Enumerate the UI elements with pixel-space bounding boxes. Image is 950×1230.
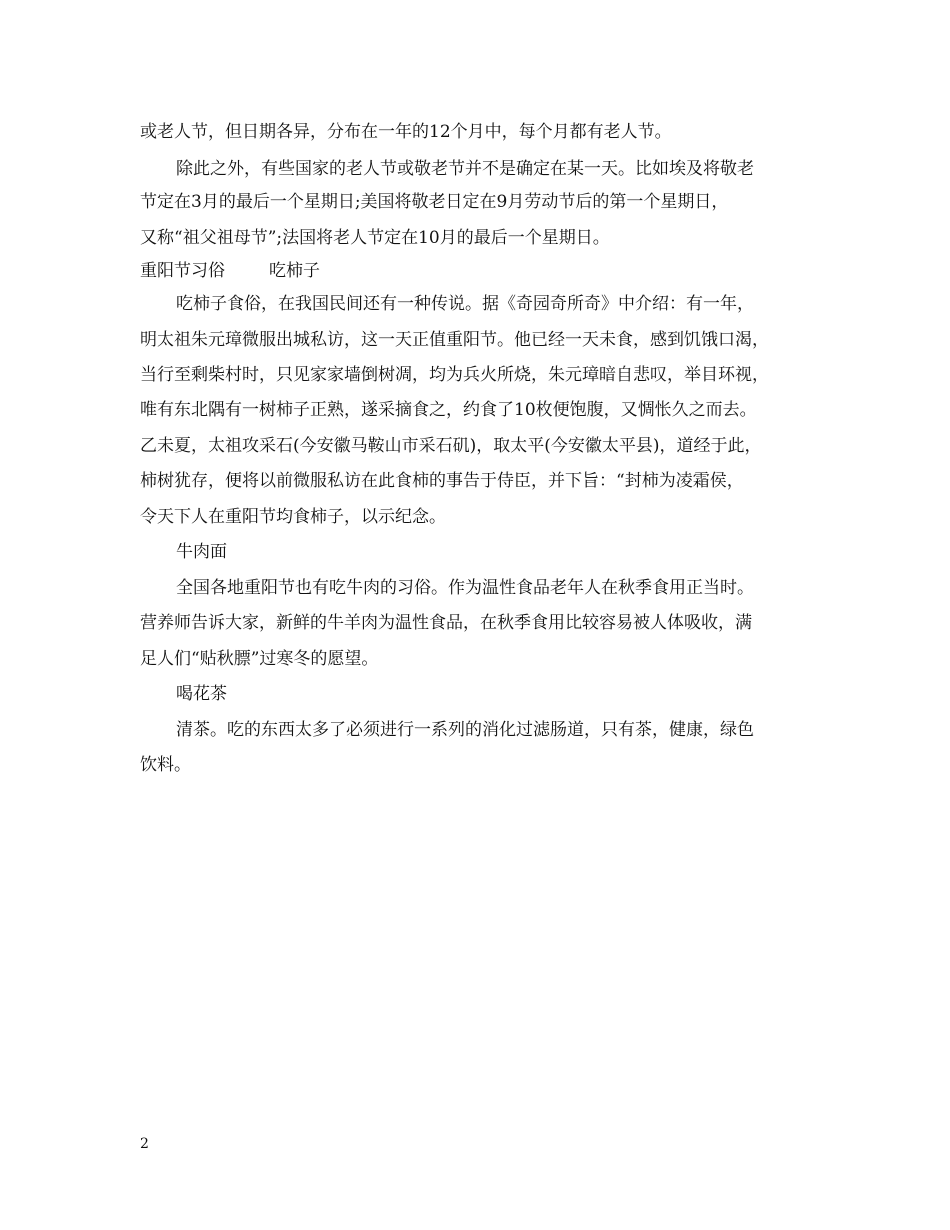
page-number: 2: [140, 1136, 149, 1152]
body-line: 令天下人在重阳节均食柿子，以示纪念。: [140, 507, 446, 527]
body-line: 足人们“贴秋膘”过寒冬的愿望。: [140, 649, 379, 669]
paragraph-line: 除此之外，有些国家的老人节或敬老节并不是确定在某一天。比如埃及将敬老: [176, 159, 754, 179]
body-line: 又称“祖父祖母节”;法国将老人节定在10月的最后一个星期日。: [140, 228, 610, 248]
body-line: 营养师告诉大家，新鲜的牛羊肉为温性食品，在秋季食用比较容易被人体吸收，满: [140, 613, 752, 633]
subsection-heading: 牛肉面: [176, 542, 227, 562]
section-heading: 重阳节习俗: [140, 261, 225, 281]
body-line: 乙未夏，太祖攻采石(今安徽马鞍山市采石矶)，取太平(今安徽太平县)，道经于此，: [140, 436, 762, 456]
paragraph-line: 全国各地重阳节也有吃牛肉的习俗。作为温性食品老年人在秋季食用正当时。: [176, 578, 754, 598]
body-line: 唯有东北隅有一树柿子正熟，遂采摘食之，约食了10枚便饱腹，又惆怅久之而去。: [140, 400, 757, 420]
body-line: 明太祖朱元璋微服出城私访，这一天正值重阳节。他已经一天未食，感到饥饿口渴，: [140, 330, 769, 350]
subsection-heading: 喝花茶: [176, 684, 227, 704]
body-line: 节定在3月的最后一个星期日;美国将敬老日定在9月劳动节后的第一个星期日，: [140, 192, 729, 212]
paragraph-line: 吃柿子食俗，在我国民间还有一种传说。据《奇园奇所奇》中介绍：有一年，: [176, 294, 754, 314]
paragraph-line: 清茶。吃的东西太多了必须进行一系列的消化过滤肠道，只有茶，健康，绿色: [176, 720, 754, 740]
body-line: 当行至剩柴村时，只见家家墙倒树凋，均为兵火所烧，朱元璋暗自悲叹，举目环视，: [140, 365, 769, 385]
body-line: 柿树犹存，便将以前微服私访在此食柿的事告于侍臣，并下旨：“封柿为凌霜侯，: [140, 471, 744, 491]
body-line: 饮料。: [140, 755, 191, 775]
body-line: 或老人节，但日期各异，分布在一年的12个月中，每个月都有老人节。: [140, 122, 672, 142]
subsection-heading: 吃柿子: [269, 261, 320, 281]
section-heading-line: [140, 259, 320, 283]
